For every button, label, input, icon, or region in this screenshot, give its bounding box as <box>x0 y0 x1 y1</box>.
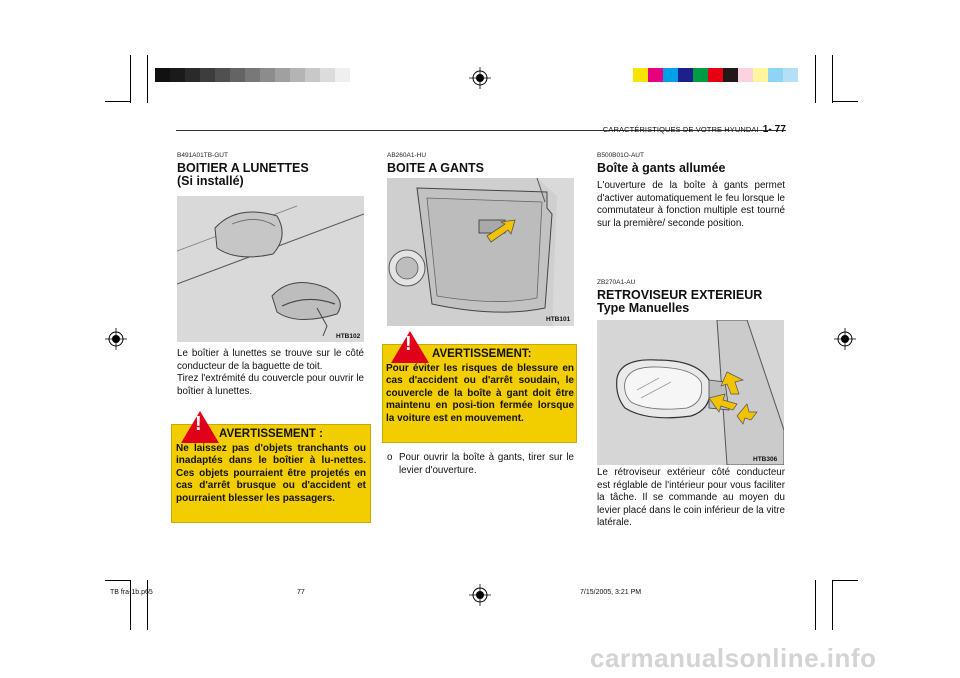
bullet-text: Pour ouvrir la boîte à gants, tirer sur le levier d'ouverture. <box>399 452 574 476</box>
slug-filename: TB fra-1b.p65 <box>110 589 153 596</box>
gray-swatch <box>230 68 245 82</box>
side-mirror-illustration <box>597 320 784 465</box>
color-swatch <box>678 68 693 82</box>
gray-swatch <box>275 68 290 82</box>
figure-side-mirror <box>597 320 784 465</box>
paragraph: Le rétroviseur extérieur côté conducteur est réglable de l'intérieur pour vous faciliter la tâche. Il se commande au moyen du levier placé dans le coin inférieur de la vitre latérale. <box>597 467 785 529</box>
page-number: 1- 77 <box>762 124 786 135</box>
paragraph-line: Le boîtier à lunettes se trouve sur le côté conducteur de la baguette de toit. <box>177 348 364 372</box>
crop-mark <box>105 580 130 581</box>
sunglass-holder-illustration <box>177 196 364 342</box>
paragraph: L'ouverture de la boîte à gants permet d'activer automatiquement le feu lorsque le commutateur à fonction multiple est tourné sur la première/ seconde position. <box>597 180 785 229</box>
registration-target-icon <box>469 67 491 89</box>
section-code: AB260A1-HU <box>387 152 427 159</box>
crop-mark <box>832 55 833 103</box>
section-title: BOITE A GANTS <box>387 161 484 175</box>
figure-code: HTB102 <box>336 333 361 340</box>
section-code: B491A01TB-GUT <box>177 152 228 159</box>
crop-mark <box>147 580 148 630</box>
slug-date: 7/15/2005, 3:21 PM <box>580 589 642 596</box>
gray-swatch <box>305 68 320 82</box>
registration-target-icon <box>469 584 491 606</box>
color-swatch <box>738 68 753 82</box>
figure-code: HTB101 <box>546 316 571 323</box>
bullet-item <box>387 452 574 477</box>
color-bar-grayscale <box>155 68 350 82</box>
section-title <box>177 162 309 188</box>
gray-swatch <box>185 68 200 82</box>
warning-exclamation: ! <box>195 413 202 435</box>
title-line: RETROVISEUR EXTERIEUR <box>597 288 763 302</box>
crop-mark <box>832 580 833 630</box>
crop-mark <box>815 55 816 103</box>
color-swatch <box>723 68 738 82</box>
color-swatch <box>768 68 783 82</box>
gray-swatch <box>215 68 230 82</box>
color-swatch <box>708 68 723 82</box>
color-swatch <box>633 68 648 82</box>
gray-swatch <box>200 68 215 82</box>
gray-swatch <box>290 68 305 82</box>
title-line: Type Manuelles <box>597 301 690 315</box>
color-swatch <box>648 68 663 82</box>
slug-page: 77 <box>297 589 305 596</box>
color-swatch <box>783 68 798 82</box>
gray-swatch <box>335 68 350 82</box>
section-title: Boîte à gants allumée <box>597 161 726 175</box>
warning-exclamation: ! <box>405 333 412 355</box>
gray-swatch <box>245 68 260 82</box>
gray-swatch <box>260 68 275 82</box>
crop-mark <box>833 101 858 102</box>
crop-mark <box>130 55 131 103</box>
title-line: BOITIER A LUNETTES <box>177 161 309 175</box>
paragraph-line: Tirez l'extrémité du couvercle pour ouvrir le boîtier à lunettes. <box>177 373 364 397</box>
gray-swatch <box>170 68 185 82</box>
warning-title: AVERTISSEMENT: <box>432 348 532 360</box>
crop-mark <box>105 101 130 102</box>
figure-code: HTB306 <box>753 456 778 463</box>
header-section: CARACTÉRISTIQUES DE VOTRE HYUNDAI <box>602 125 759 134</box>
warning-text: Ne laissez pas d'objets tranchants ou inadaptés dans le boîtier à lu-nettes. Ces objets pourraient être projetés en cas d'arrêt brusque ou d'accident et pourraient blesser les passagers. <box>176 443 366 504</box>
warning-title: AVERTISSEMENT : <box>219 428 323 440</box>
figure-sunglass-holder <box>177 196 364 342</box>
crop-mark <box>833 580 858 581</box>
color-swatch <box>753 68 768 82</box>
color-swatch <box>693 68 708 82</box>
watermark: carmanualsonline.info <box>590 643 877 673</box>
title-line: (Si installé) <box>177 174 244 188</box>
color-swatch <box>663 68 678 82</box>
warning-text: Pour éviter les risques de blessure en cas d'accident ou d'arrêt soudain, le couvercle de la boîte à gant doit être maintenu en posi-tion fermée lorsque la voiture est en mouvement. <box>386 363 574 424</box>
crop-mark <box>815 580 816 630</box>
bullet-mark: o <box>387 452 393 463</box>
paragraph <box>177 348 364 398</box>
registration-target-icon <box>105 328 127 350</box>
running-header <box>540 124 786 135</box>
color-bar-cmyk <box>633 68 798 82</box>
glove-box-illustration <box>387 178 574 326</box>
section-code: B500B01O-AUT <box>597 152 644 159</box>
gray-swatch <box>320 68 335 82</box>
crop-mark <box>147 55 148 103</box>
section-title <box>597 289 762 315</box>
figure-glove-box <box>387 178 574 326</box>
crop-mark <box>130 580 131 630</box>
gray-swatch <box>155 68 170 82</box>
registration-target-icon <box>834 328 856 350</box>
section-code: ZB270A1-AU <box>597 279 636 286</box>
